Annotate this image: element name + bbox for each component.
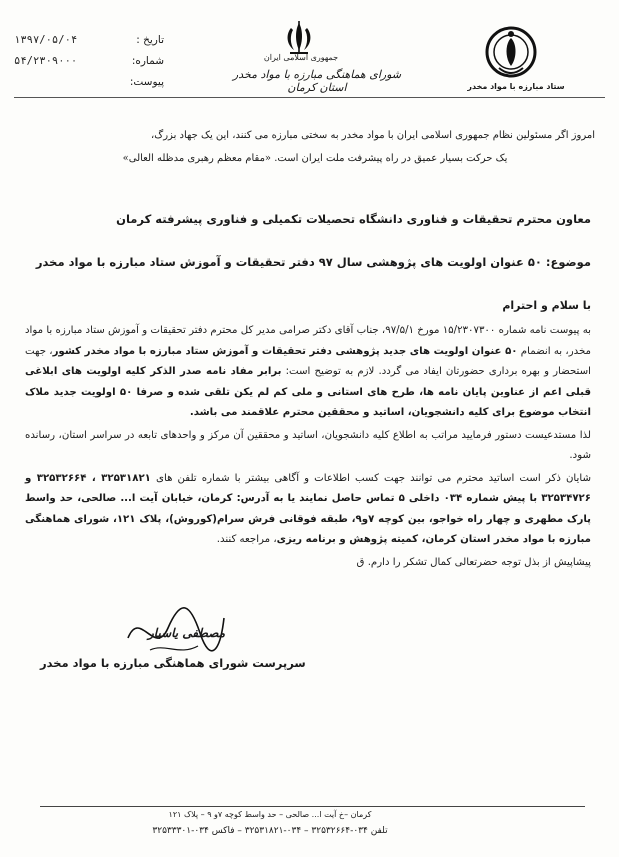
body-p3-part-b: ۳۲۵۳۱۸۲۱ ، ۳۲۵۳۲۶۶۴ و ۳۲۵۳۴۷۲۶ با پیش شماره ۰۳۴ داخلی ۵ تماس حاصل نمایند یا به آدرس: کرمان، خیابان آیت ا... صالحی، حد واسط پارک مطهری و چهار راه خواجو، بین کوچه ۷و۹، طبقه فوقانی فرش سرام(کوروش)، پلاک ۱۲۱، شورای هماهنگی مبارزه با مواد مخدر استان کرمان، کمیته پژوهش و برنامه ریزی xyxy=(25,472,591,545)
footer-phones: تلفن ۰۳۴-۳۲۵۳۲۶۶۴ – ۰۳۴-۳۲۵۳۱۸۲۱ – فاکس ۰۳۴-۳۲۵۳۳۳۰۱ xyxy=(152,826,388,836)
quote-line-1: امروز اگر مسئولین نظام جمهوری اسلامی ایران با مواد مخدر به سختی مبارزه می کنند، این یک جهاد بزرگ، xyxy=(151,130,595,141)
recipient: معاون محترم تحقیقات و فناوری دانشگاه تحصیلات تکمیلی و فناوری پیشرفته کرمان xyxy=(116,212,591,226)
body-p1-part-d: برابر مفاد نامه صدر الذکر کلیه اولویت های ابلاغی قبلی اعم از عناوین پایان نامه ها، طرح های استانی و ملی کم لم یکن تلقی شده و صرفا ۵۰ اولویت جدید ملاک انتخاب موضوع برای کلیه دانشجویان، اساتید و محققین محترم علاقمند می باشد. xyxy=(25,366,591,418)
number-label: شماره: xyxy=(131,55,164,67)
header-divider xyxy=(14,97,605,98)
signatory-title: سرپرست شورای هماهنگی مبارزه با مواد مخدر xyxy=(40,656,306,670)
body-p1-part-c: ، جهت استحضار و بهره برداری حضورتان ایفاد می گردد. لازم به توضیح است: xyxy=(25,345,591,377)
iran-emblem-icon xyxy=(282,20,316,56)
greeting: با سلام و احترام xyxy=(502,299,591,312)
council-name: شورای هماهنگی مبارزه با مواد مخدر استان کرمان xyxy=(232,68,402,94)
body-paragraph-2: لذا مستدعیست دستور فرمایید مراتب به اطلاع کلیه دانشجویان، اساتید و محققین آن مرکز و واحدهای تابعه در سراسر استان، رسانده شود. xyxy=(25,429,591,461)
republic-caption: جمهوری اسلامی ایران xyxy=(263,53,339,62)
date-row xyxy=(14,30,164,51)
leader-quote xyxy=(35,124,595,170)
footer-divider xyxy=(40,806,585,807)
number-row xyxy=(14,51,164,72)
date-value: ۱۳۹۷/۰۵/۰۴ xyxy=(14,34,78,46)
subject-line: موضوع: ۵۰ عنوان اولویت های پژوهشی سال ۹۷ دفتر تحقیقات و آموزش ستاد مبارزه با مواد مخدر xyxy=(35,255,591,269)
body-p1-part-b: ۵۰ عنوان اولویت های جدید پژوهشی دفتر تحقیقات و آموزش ستاد مبارزه با مواد مخدر کشور xyxy=(52,345,518,357)
body-p1-part-a: به پیوست نامه شماره ۱۵/۲۳۰۷۳۰۰ مورخ ۹۷/۵/۱، جناب آقای دکتر صرامی مدیر کل محترم دفتر تحقیقات و آموزش ستاد مبارزه با مواد مخدر، به انضمام xyxy=(25,325,591,357)
hq-logo-caption: ستاد مبارزه با مواد مخدر xyxy=(467,82,565,91)
letter-body xyxy=(25,321,591,575)
body-p3-part-a: شایان ذکر است اساتید محترم می توانند جهت کسب اطلاعات و آگاهی بیشتر با شماره تلفن های xyxy=(150,472,591,484)
body-paragraph-4: پیشاپیش از بذل توجه حضرتعالی کمال تشکر را دارم. ق xyxy=(356,556,591,568)
signatory-name: مصطفی یاسیار xyxy=(148,626,226,640)
footer-address: کرمان –خ آیت ا... صالحی – حد واسط کوچه ۷و ۹ – پلاک ۱۲۱ xyxy=(168,810,372,819)
number-value: ۵۴/۲۳۰۹۰۰۰ xyxy=(14,55,78,67)
quote-line-2: یک حرکت بسیار عمیق در راه پیشرفت ملت ایران است. «مقام معظم رهبری مدظله العالی» xyxy=(122,153,508,164)
date-label: تاریخ : xyxy=(136,34,164,46)
letter-meta xyxy=(14,30,164,93)
body-paragraph-3 xyxy=(25,469,591,551)
body-p3-part-c: ، مراجعه کنند. xyxy=(216,534,277,545)
attachment-label: پیوست: xyxy=(129,76,164,88)
attachment-row xyxy=(14,72,164,93)
body-paragraph-1 xyxy=(25,321,591,424)
hq-logo-icon xyxy=(483,24,539,84)
